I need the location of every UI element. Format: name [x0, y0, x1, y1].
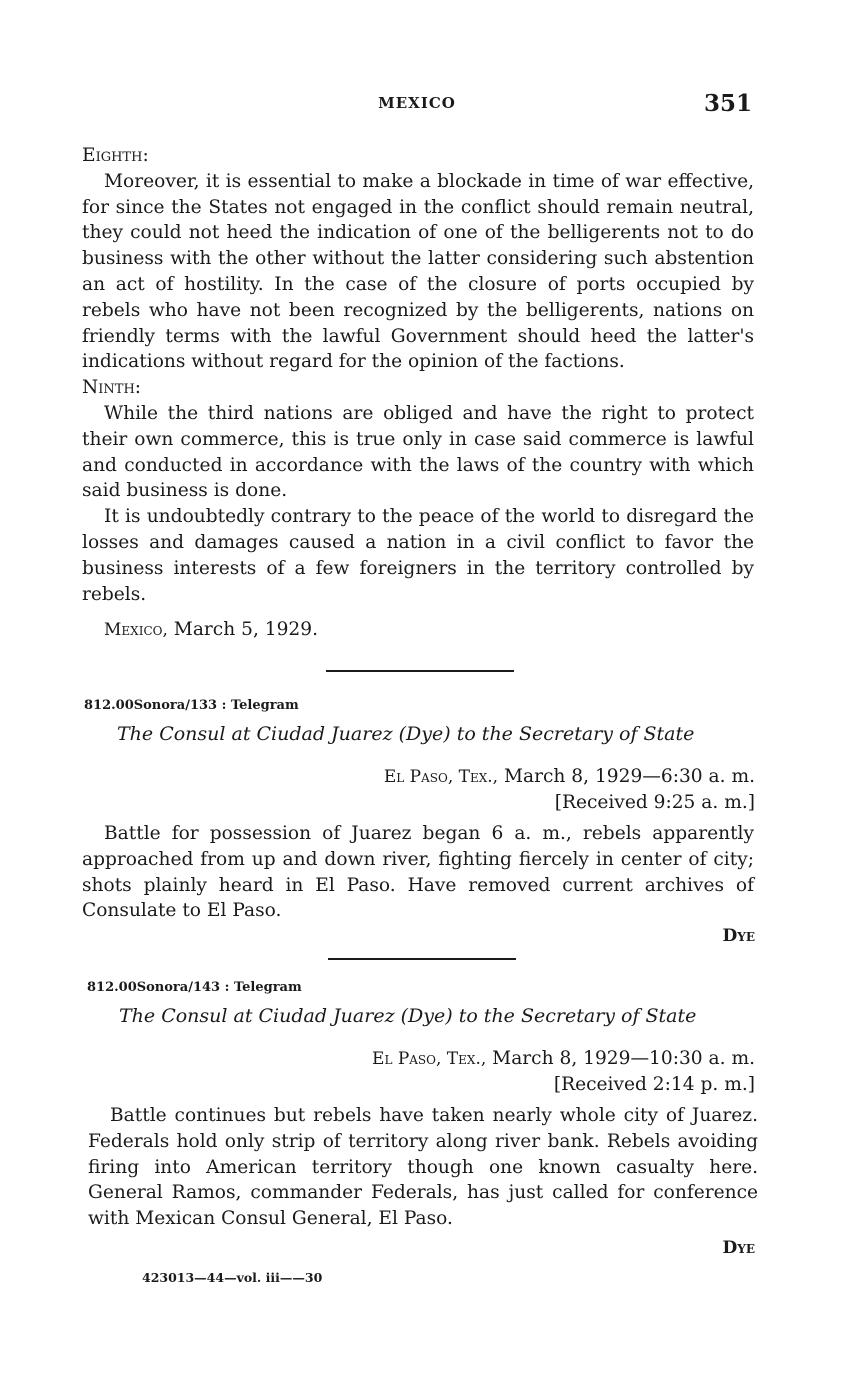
- running-header: [0, 92, 855, 120]
- telegram1-body: [82, 821, 754, 924]
- print-code-footer: 423013—44—vol. iii——30: [142, 1270, 323, 1285]
- telegram1-file-number: 812.00Sonora/133 : Telegram: [84, 698, 299, 713]
- page-number: 351: [703, 90, 752, 117]
- section-divider-2: [328, 958, 516, 960]
- telegram2-place: El Paso, Tex.,: [372, 1049, 487, 1069]
- telegram1-title: The Consul at Ciudad Juarez (Dye) to the Secretary of State: [117, 723, 695, 745]
- telegram1-dateline: [384, 766, 755, 787]
- ninth-paragraph-1: While the third nations are obliged and have the right to protect their own commerce, this is true only in case said commerce is lawful and conducted in accordance with the laws of the country with which said business is done.: [82, 402, 754, 502]
- telegram1-place: El Paso, Tex.,: [383, 767, 499, 787]
- telegram1-signature: Dye: [722, 926, 755, 946]
- telegram2-signature: Dye: [722, 1238, 755, 1258]
- telegram1-text: Battle for possession of Juarez began 6 a. m., rebels apparently approached from up and down river, fighting fiercely in center of city; shots plainly heard in El Paso. Have removed current archives of Consulate to El Paso.: [82, 823, 754, 922]
- telegram2-body: [88, 1103, 758, 1232]
- telegram2-received: [Received 2:14 p. m.]: [553, 1074, 755, 1095]
- ninth-heading: Ninth:: [82, 377, 142, 399]
- note-body: [82, 143, 754, 644]
- telegram2-title: The Consul at Ciudad Juarez (Dye) to the Secretary of State: [119, 1005, 697, 1027]
- eighth-paragraph: Moreover, it is essential to make a blockade in time of war effective, for since the States not engaged in the conflict should remain neutral, they could not heed the indication of one of the belligerents not to do business with the other without the latter considering such abstention an act of hostility. In the case of the closure of ports occupied by rebels who have not been recognized by the belligerents, nations on friendly terms with the lawful Government should heed the latter's indications without regard for the opinion of the factions.: [82, 170, 754, 373]
- telegram1-received: [Received 9:25 a. m.]: [554, 792, 755, 813]
- running-title: MEXICO: [378, 94, 456, 112]
- note-place-date: [82, 617, 754, 644]
- note-place: Mexico,: [104, 620, 168, 641]
- telegram2-time: March 8, 1929—10:30 a. m.: [492, 1048, 755, 1069]
- telegram2-file-number: 812.00Sonora/143 : Telegram: [87, 980, 302, 995]
- section-divider-1: [326, 670, 514, 672]
- note-date: March 5, 1929.: [173, 619, 318, 641]
- telegram2-text: Battle continues but rebels have taken nearly whole city of Juarez. Federals hold only strip of territory along river bank. Rebels avoiding firing into American territory though one known casualty here. General Ramos, commander Federals, has just called for conference with Mexican Consul General, El Paso.: [88, 1105, 758, 1230]
- ninth-paragraph-2: It is undoubtedly contrary to the peace of the world to disregard the losses and damages caused a nation in a civil conflict to favor the business interests of a few foreigners in the territory controlled by rebels.: [82, 506, 754, 605]
- telegram1-time: March 8, 1929—6:30 a. m.: [504, 766, 755, 787]
- telegram2-dateline: [372, 1048, 755, 1069]
- eighth-heading: Eighth:: [82, 145, 149, 166]
